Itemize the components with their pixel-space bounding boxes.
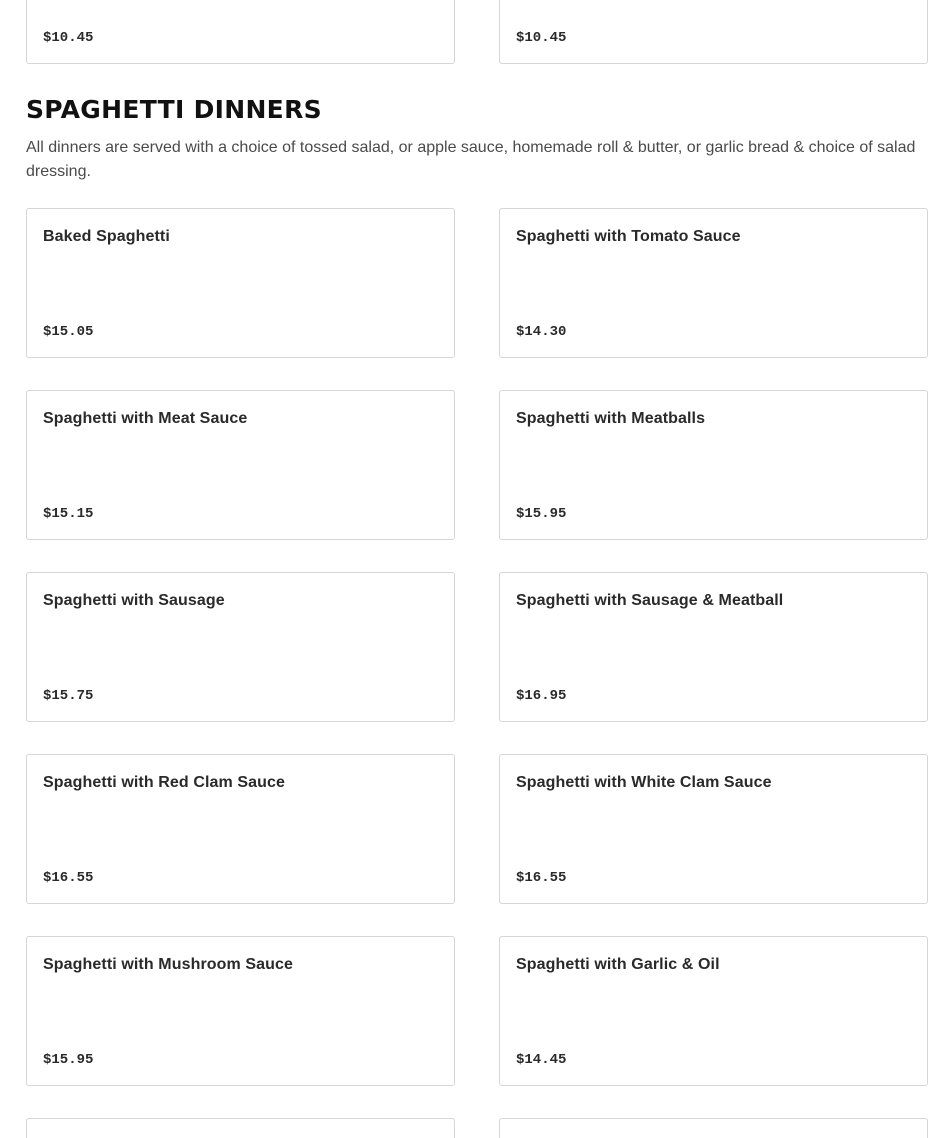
menu-item-card[interactable] [26,390,455,540]
menu-item-price: $10.45 [43,30,94,46]
menu-item-card[interactable] [499,936,928,1086]
menu-item-name: Spaghetti with Red Clam Sauce [43,774,286,791]
menu-item-name: Spaghetti with White Clam Sauce [516,774,772,791]
menu-item-name: Spaghetti with Tomato Sauce [516,228,741,245]
menu-item-price: $15.15 [43,506,94,522]
menu-item-card[interactable] [499,1118,928,1138]
menu-item-card[interactable] [26,936,455,1086]
section-title: SPAGHETTI DINNERS [26,95,322,124]
menu-item-price: $10.45 [516,30,567,46]
menu-item-card[interactable] [499,754,928,904]
menu-item-name: Baked Spaghetti [43,228,170,245]
menu-item-name: Spaghetti with Meatballs [516,410,706,427]
menu-item-card[interactable] [499,390,928,540]
menu-item-name: Spaghetti with Sausage & Meatball [516,592,784,609]
menu-item-card[interactable] [26,1118,455,1138]
menu-item-card[interactable] [499,0,928,64]
menu-item-name: Spaghetti with Sausage [43,592,225,609]
menu-item-card[interactable] [26,208,455,358]
menu-item-card[interactable] [26,754,455,904]
menu-item-card[interactable] [499,572,928,722]
menu-item-price: $14.45 [516,1052,567,1068]
section-description: All dinners are served with a choice of tossed salad, or apple sauce, homemade roll & butter, or garlic bread & choice of salad dressing. [26,139,916,180]
menu-item-card[interactable] [26,0,455,64]
menu-item-price: $16.55 [516,870,567,886]
menu-item-price: $14.30 [516,324,567,340]
menu-item-price: $15.95 [516,506,567,522]
menu-item-name: Spaghetti with Mushroom Sauce [43,956,294,973]
menu-item-card[interactable] [26,572,455,722]
menu-item-card[interactable] [499,208,928,358]
menu-item-price: $16.95 [516,688,567,704]
menu-item-price: $15.75 [43,688,94,704]
menu-item-name: Spaghetti with Garlic & Oil [516,956,720,973]
menu-item-price: $15.95 [43,1052,94,1068]
menu-item-name: Spaghetti with Meat Sauce [43,410,248,427]
menu-item-price: $15.05 [43,324,94,340]
menu-item-price: $16.55 [43,870,94,886]
